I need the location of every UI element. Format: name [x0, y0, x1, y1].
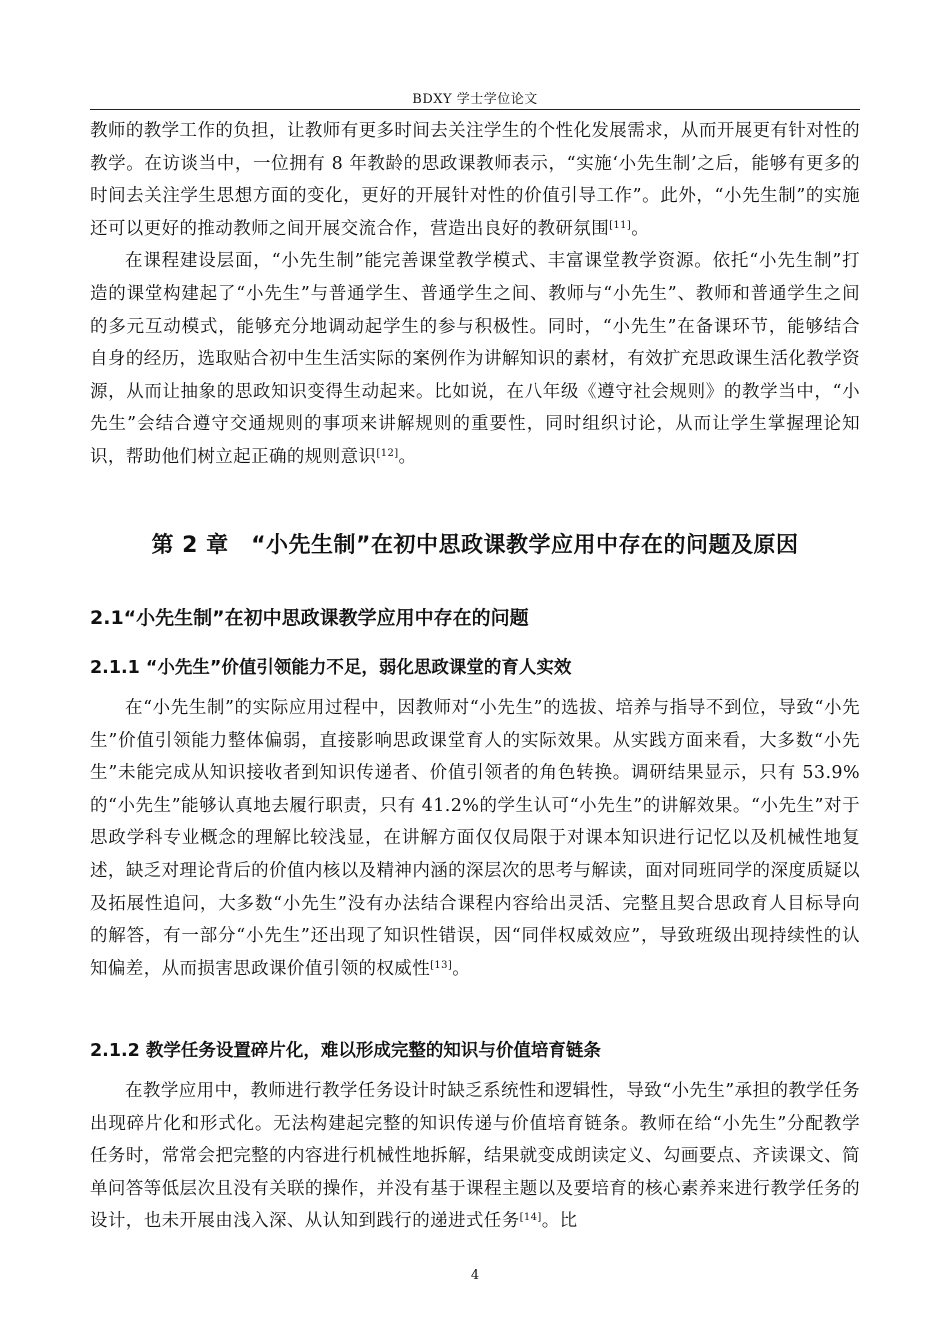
subsection-heading: 2.1.1 “小先生”价值引领能力不足，弱化思政课堂的育人实效 — [90, 658, 572, 678]
paragraph-continued — [90, 115, 860, 245]
paragraph — [90, 245, 860, 473]
citation-ref: [13] — [430, 959, 453, 971]
chapter-title: 第 2 章 “小先生制”在初中思政课教学应用中存在的问题及原因 — [151, 533, 799, 558]
continuation-text — [90, 115, 860, 474]
subsection-body — [90, 692, 860, 985]
page-number: 4 — [470, 1268, 480, 1283]
running-header: BDXY 学士学位论文 — [412, 92, 538, 107]
paragraph — [90, 692, 860, 985]
citation-ref: [11] — [609, 219, 632, 231]
paragraph-end: 。 — [631, 218, 650, 239]
paragraph-end: 。比 — [541, 1211, 578, 1232]
section-heading: 2.1“小先生制”在初中思政课教学应用中存在的问题 — [90, 607, 529, 629]
citation-ref: [14] — [519, 1212, 542, 1224]
paragraph-text: 在“小先生制”的实际应用过程中，因教师对“小先生”的选拔、培养与指导不到位，导致“小先生”价值引领能力整体偏弱，直接影响思政课堂育人的实际效果。从实践方面来看，大多数“小先生”未能完成从知识接收者到知识传递者、价值引领者的角色转换。调研结果显示，只有 53.9%的“小先生”能够认真地去履行职责，只有 41.2%的学生认可“小先生”的讲解效果。“小先生”对于思政学科专业概念的理解比较浅显，在讲解方面仅仅局限于对课本知识进行记忆以及机械性地复述，缺乏对理论背后的价值内核以及精神内涵的深层次的思考与解读，面对同班同学的深度质疑以及拓展性追问，大多数“小先生”没有办法结合课程内容给出灵活、完整且契合思政育人目标导向的解答，有一部分“小先生”还出现了知识性错误，因“同伴权威效应”，导致班级出现持续性的认知偏差，从而损害思政课价值引领的权威性 — [90, 698, 860, 979]
paragraph-end: 。 — [452, 958, 471, 979]
subsection-heading: 2.1.2 教学任务设置碎片化，难以形成完整的知识与价值培育链条 — [90, 1041, 601, 1061]
paragraph-text: 教师的教学工作的负担，让教师有更多时间去关注学生的个性化发展需求，从而开展更有针对性的教学。在访谈当中，一位拥有 8 年教龄的思政课教师表示，“实施‘小先生制’之后，能够有更多的时间去关注学生思想方面的变化，更好的开展针对性的价值引导工作”。此外，“小先生制”的实施还可以更好的推动教师之间开展交流合作，营造出良好的教研氛围 — [90, 121, 860, 239]
paragraph-end: 。 — [398, 446, 417, 467]
citation-ref: [12] — [376, 447, 399, 459]
header-rule — [90, 109, 860, 110]
paragraph-text: 在课程建设层面，“小先生制”能完善课堂教学模式、丰富课堂教学资源。依托“小先生制”打造的课堂构建起了“小先生”与普通学生、普通学生之间、教师与“小先生”、教师和普通学生之间的多元互动模式，能够充分地调动起学生的参与积极性。同时，“小先生”在备课环节，能够结合自身的经历，选取贴合初中生生活实际的案例作为讲解知识的素材，有效扩充思政课生活化教学资源，从而让抽象的思政知识变得生动起来。比如说，在八年级《遵守社会规则》的教学当中，“小先生”会结合遵守交通规则的事项来讲解规则的重要性，同时组织讨论，从而让学生掌握理论知识，帮助他们树立起正确的规则意识 — [90, 251, 860, 467]
paragraph-text: 在教学应用中，教师进行教学任务设计时缺乏系统性和逻辑性，导致“小先生”承担的教学任务出现碎片化和形式化。无法构建起完整的知识传递与价值培育链条。教师在给“小先生”分配教学任务时，常常会把完整的内容进行机械性地拆解，结果就变成朗读定义、勾画要点、齐读课文、简单问答等低层次且没有关联的操作，并没有基于课程主题以及要培育的核心素养来进行教学任务的设计，也未开展由浅入深、从认知到践行的递进式任务 — [90, 1081, 860, 1232]
subsection-body — [90, 1075, 860, 1238]
paragraph — [90, 1075, 860, 1238]
